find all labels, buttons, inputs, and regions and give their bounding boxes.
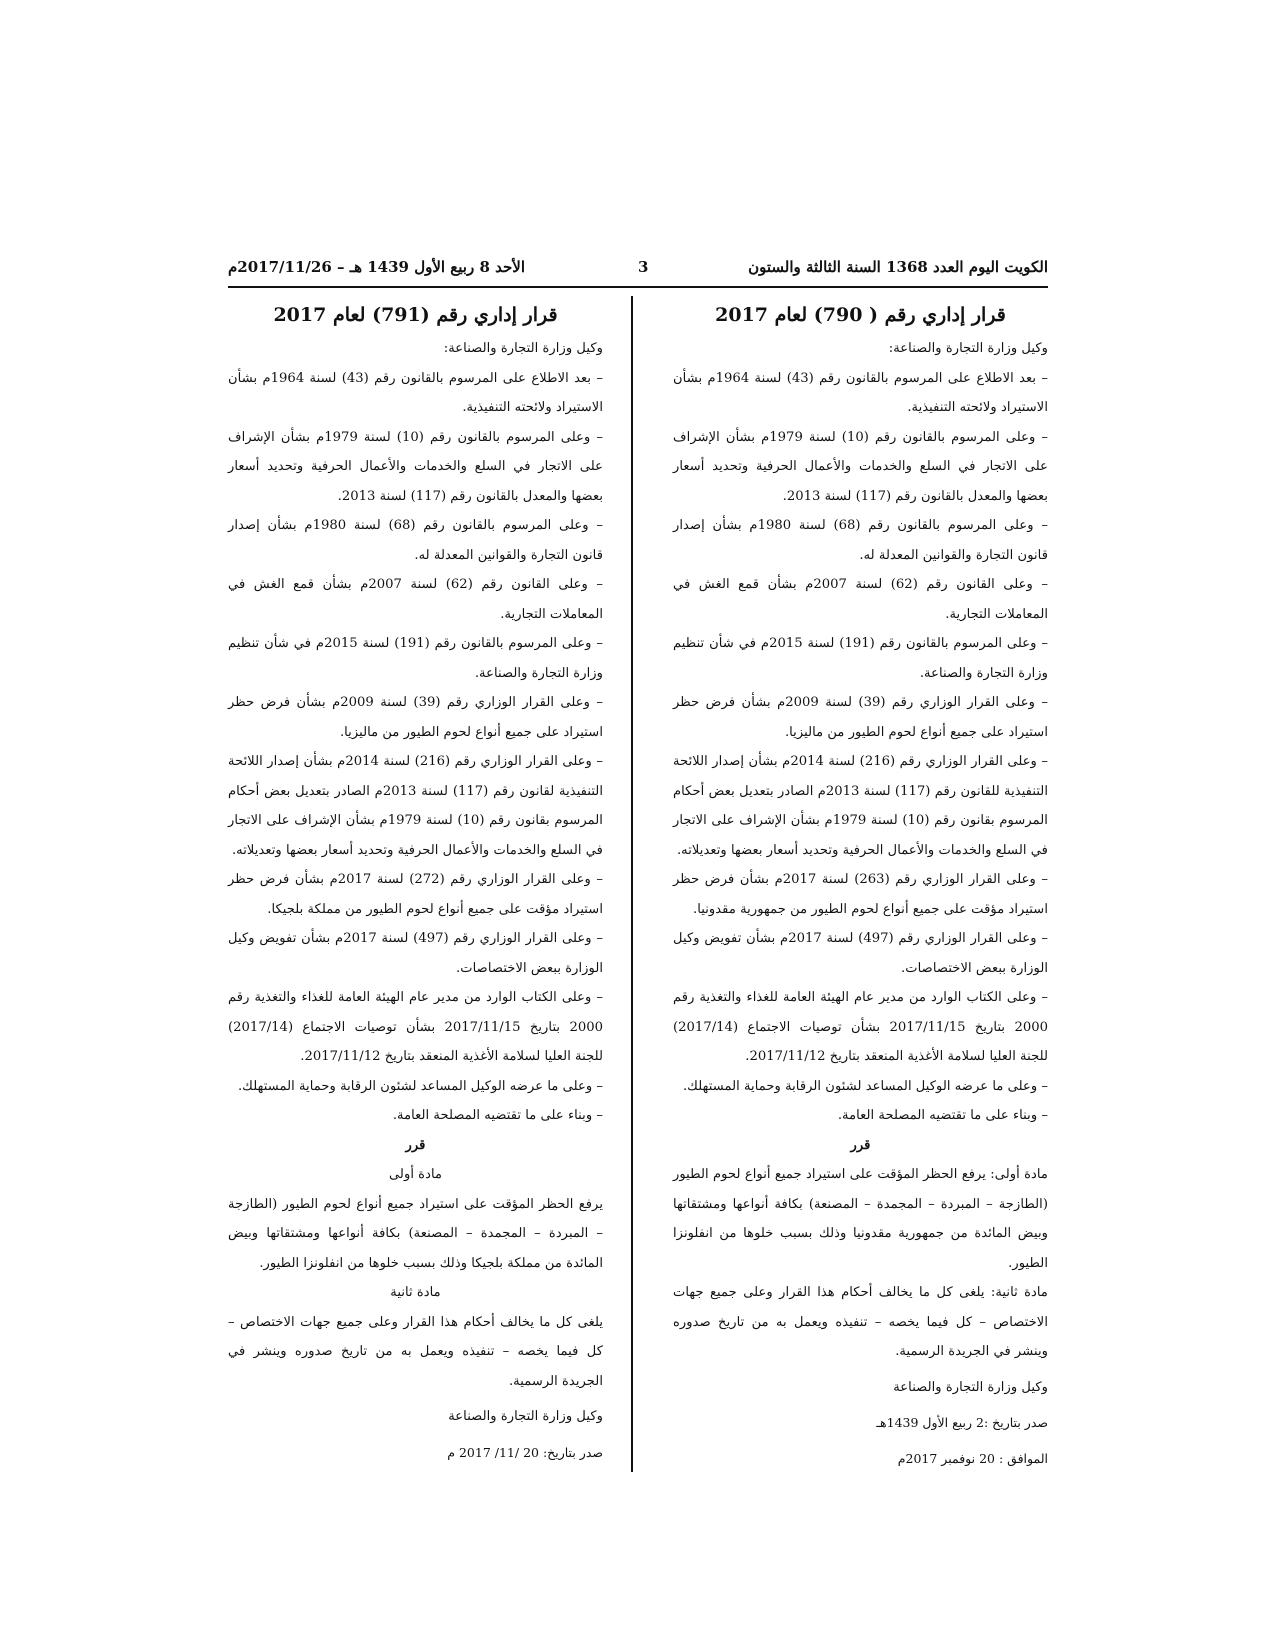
decision-790-recital-10: – وعلى الكتاب الوارد من مدير عام الهيئة العامة للغذاء والتغذية رقم 2000 بتاريخ 2017/11/15 بشأن توصيات الاجتماع (2017/14) للجنة العليا لسلامة الأغذية المنعقد بتاريخ 2017/11/12. [673, 990, 1048, 1064]
decision-790-recital-3: – وعلى المرسوم بالقانون رقم (68) لسنة 1980م بشأن إصدار قانون التجارة والقوانين المعدلة له. [673, 518, 1048, 563]
decision-791-article-1: يرفع الحظر المؤقت على استيراد جميع أنواع لحوم الطيور (الطازجة – المبردة – المجمدة – المصنعة) بكافة أنواعها ومشتقاتها وبيض المائدة من مملكة بلجيكا وذلك بسبب خلوها من انفلونزا الطيور. [228, 1196, 603, 1271]
decision-790-recital-8: – وعلى القرار الوزاري رقم (263) لسنة 2017م بشأن فرض حظر استيراد مؤقت على جميع أنواع لحوم الطيور من جمهورية مقدونيا. [673, 872, 1048, 917]
decision-791-column [228, 298, 603, 1467]
page-header [228, 250, 1048, 288]
decision-790-recital-6: – وعلى القرار الوزاري رقم (39) لسنة 2009م بشأن فرض حظر استيراد على جميع أنواع لحوم الطيور من ماليزيا. [673, 695, 1048, 740]
decision-790-column [673, 298, 1048, 1473]
decision-790-signature: وكيل وزارة التجارة والصناعة [893, 1379, 1048, 1395]
decision-791-recital-5: – وعلى المرسوم بالقانون رقم (191) لسنة 2015م في شأن تنظيم وزارة التجارة والصناعة. [228, 636, 604, 681]
decision-791-recital-3: – وعلى المرسوم بالقانون رقم (68) لسنة 1980م بشأن إصدار قانون التجارة والقوانين المعدلة له. [228, 518, 603, 563]
decision-790-recital-4: – وعلى القانون رقم (62) لسنة 2007م بشأن قمع الغش في المعاملات التجارية. [673, 577, 1048, 622]
decision-790-recital-5: – وعلى المرسوم بالقانون رقم (191) لسنة 2015م في شأن تنظيم وزارة التجارة والصناعة. [673, 636, 1049, 681]
header-page-number: 3 [638, 258, 649, 276]
decision-790-recital-7: – وعلى القرار الوزاري رقم (216) لسنة 2014م بشأن إصدار اللائحة التنفيذية للقانون رقم (117) لسنة 2013م الصادر بتعديل بعض أحكام المرسوم بقانون رقم (10) لسنة 1979م بشأن الإشراف على الاتجار في السلع والخدمات والأعمال الحرفية وتحديد أسعار بعضها وتعديلاته. [673, 754, 1048, 858]
decision-791-recital-8: – وعلى القرار الوزاري رقم (272) لسنة 2017م بشأن فرض حظر استيراد مؤقت على جميع أنواع لحوم الطيور من مملكة بلجيكا. [228, 872, 603, 917]
decision-790-recital-2: – وعلى المرسوم بالقانون رقم (10) لسنة 1979م بشأن الإشراف على الاتجار في السلع والخدمات والأعمال الحرفية وتحديد أسعار بعضها والمعدل بالقانون رقم (117) لسنة 2013. [673, 429, 1048, 504]
decision-790-recital-12: – وبناء على ما تقتضيه المصلحة العامة. [837, 1108, 1048, 1123]
gazette-page [228, 250, 1048, 1470]
decision-791-article-1-heading: مادة أولى [388, 1167, 443, 1182]
decision-791-recital-11: – وعلى ما عرضه الوكيل المساعد لشئون الرقابة وحماية المستهلك. [237, 1078, 603, 1094]
decision-791-decided: قرر [405, 1137, 426, 1153]
decision-791-recital-10: – وعلى الكتاب الوارد من مدير عام الهيئة العامة للغذاء والتغذية رقم 2000 بتاريخ 2017/11/15 بشأن توصيات الاجتماع (2017/14) للجنة العليا لسلامة الأغذية المنعقد بتاريخ 2017/11/12. [228, 990, 603, 1064]
decision-791-recital-4: – وعلى القانون رقم (62) لسنة 2007م بشأن قمع الغش في المعاملات التجارية. [228, 577, 603, 622]
decision-790-recital-9: – وعلى القرار الوزاري رقم (497) لسنة 2017م بشأن تفويض وكيل الوزارة ببعض الاختصاصات. [673, 931, 1048, 976]
header-date: الأحد 8 ربيع الأول 1439 هـ – 2017/11/26م [228, 258, 525, 276]
decision-791-recital-9: – وعلى القرار الوزاري رقم (497) لسنة 2017م بشأن تفويض وكيل الوزارة ببعض الاختصاصات. [228, 931, 603, 976]
decision-790-article-2: مادة ثانية: يلغى كل ما يخالف أحكام هذا القرار وعلى جميع جهات الاختصاص – كل فيما يخصه – تنفيذه ويعمل به من تاريخ صدوره وينشر في الجريدة الرسمية. [673, 1285, 1048, 1359]
decision-791-title: قرار إداري رقم (791) لعام 2017 [273, 304, 558, 326]
decision-791-issued: صدر بتاريخ: 20 /11/ 2017 م [447, 1444, 603, 1460]
decision-790-article-1: مادة أولى: يرفع الحظر المؤقت على استيراد جميع أنواع لحوم الطيور (الطازجة – المبردة – المجمدة – المصنعة) بكافة أنواعها ومشتقاتها وبيض المائدة من جمهورية مقدونيا وذلك بسبب خلوها من انفلونزا الطيور. [673, 1167, 1048, 1271]
decision-791-article-2-heading: مادة ثانية [390, 1285, 441, 1300]
decision-791-recital-2: – وعلى المرسوم بالقانون رقم (10) لسنة 1979م بشأن الإشراف على الاتجار في السلع والخدمات والأعمال الحرفية وتحديد أسعار بعضها والمعدل بالقانون رقم (117) لسنة 2013. [228, 429, 603, 504]
decision-791-recital-6: – وعلى القرار الوزاري رقم (39) لسنة 2009م بشأن فرض حظر استيراد على جميع أنواع لحوم الطيور من ماليزيا. [228, 695, 603, 740]
decision-790-title: قرار إداري رقم ( 790) لعام 2017 [715, 304, 1006, 326]
decision-790-intro: وكيل وزارة التجارة والصناعة: [888, 341, 1048, 356]
decision-790-issued-hijri: صدر بتاريخ :2 ربيع الأول 1439هـ [876, 1415, 1048, 1430]
column-divider [631, 296, 633, 1472]
decision-790-issued-gregorian: الموافق : 20 نوفمبر 2017م [897, 1450, 1048, 1466]
decision-790-decided: قرر [850, 1137, 871, 1153]
decision-791-signature: وكيل وزارة التجارة والصناعة [448, 1409, 603, 1424]
header-issue-info: الكويت اليوم العدد 1368 السنة الثالثة والستون [748, 258, 1048, 276]
decision-791-article-2: يلغى كل ما يخالف أحكام هذا القرار وعلى جميع جهات الاختصاص – كل فيما يخصه – تنفيذه ويعمل به من تاريخ صدوره وينشر في الجريدة الرسمية. [228, 1314, 603, 1389]
decision-791-intro: وكيل وزارة التجارة والصناعة: [443, 341, 603, 356]
decision-791-recital-12: – وبناء على ما تقتضيه المصلحة العامة. [392, 1108, 603, 1123]
decision-791-recital-7: – وعلى القرار الوزاري رقم (216) لسنة 2014م بشأن إصدار اللائحة التنفيذية لقانون رقم (117) لسنة 2013م الصادر بتعديل بعض أحكام المرسوم بقانون رقم (10) لسنة 1979م بشأن الإشراف على الاتجار في السلع والخدمات والأعمال الحرفية وتحديد أسعار بعضها وتعديلاته. [228, 754, 603, 858]
decision-790-recital-1: – بعد الاطلاع على المرسوم بالقانون رقم (43) لسنة 1964م بشأن الاستيراد ولائحته التنفيذية. [673, 370, 1048, 415]
decision-791-recital-1: – بعد الاطلاع على المرسوم بالقانون رقم (43) لسنة 1964م بشأن الاستيراد ولائحته التنفيذية. [228, 370, 603, 415]
decision-790-recital-11: – وعلى ما عرضه الوكيل المساعد لشئون الرقابة وحماية المستهلك. [682, 1078, 1048, 1094]
